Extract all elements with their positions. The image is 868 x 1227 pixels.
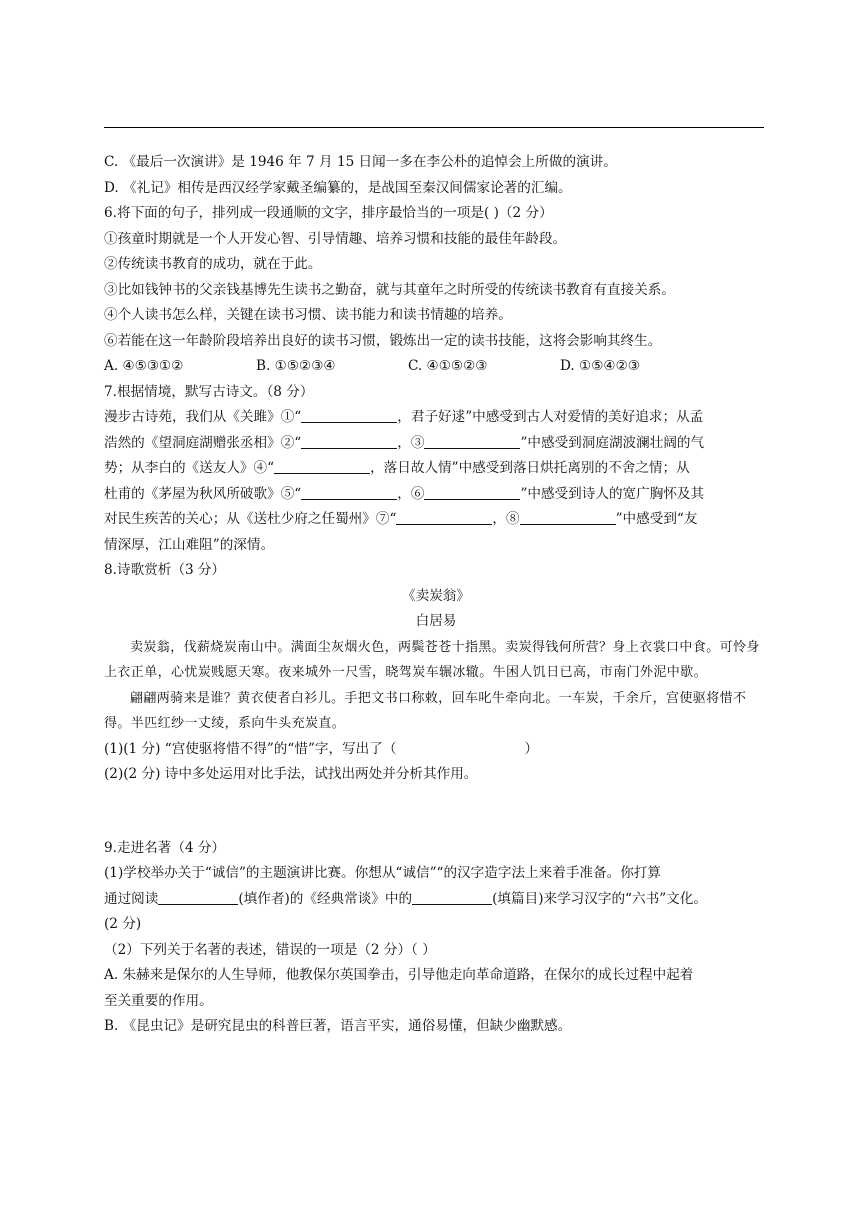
header-rule xyxy=(104,127,764,128)
chapter-blank[interactable] xyxy=(412,890,492,905)
q7-line-6: 情深厚，江山难阻”的深情。 xyxy=(104,536,275,553)
question-8-title: 8.诗歌赏析（3 分） xyxy=(104,562,226,578)
q7-line-2 xyxy=(104,431,768,457)
q9-line-4: （2）下列关于名著的表述，错误的一项是（2 分）（ ） xyxy=(104,941,436,958)
q7-text: ，落日故人情”中感受到落日烘托离别的不舍之情；从 xyxy=(370,460,690,476)
answer-blank-2[interactable] xyxy=(301,434,397,449)
answer-blank-3[interactable] xyxy=(424,434,520,449)
q7-text: 势；从李白的《送友人》④“ xyxy=(104,460,275,476)
q9-option-a-1: A. 朱赫来是保尔的人生导师，他教保尔英国拳击，引导他走向革命道路，在保尔的成长过程中起着 xyxy=(104,967,694,983)
q7-line-1 xyxy=(104,405,768,431)
poem-title: 《卖炭翁》 xyxy=(402,587,470,604)
q7-text: ”中感受到洞庭湖波澜壮阔的气 xyxy=(520,434,705,451)
option-c-line: C. 《最后一次演讲》是 1946 年 7 月 15 日闻一多在李公朴的追悼会上所做的演讲。 xyxy=(104,154,617,170)
q7-text: 浩然的《望洞庭湖赠张丞相》②“ xyxy=(104,434,302,451)
q7-text: ，③ xyxy=(397,434,425,451)
q8-text: ） xyxy=(524,740,539,757)
q9-option-a-2: 至关重要的作用。 xyxy=(104,992,213,1009)
sentence-5: ⑥若能在这一年龄阶段培养出良好的读书习惯，锻炼出一定的读书技能，这将会影响其终生。 xyxy=(104,332,662,349)
question-6-options xyxy=(104,354,768,380)
question-7-title: 7.根据情境，默写古诗文。（8 分） xyxy=(104,383,314,400)
option-d-line: D. 《礼记》相传是西汉经学家戴圣编纂的，是战国至秦汉间儒家论著的汇编。 xyxy=(104,179,572,196)
option-b: B. ①⑤②③④ xyxy=(256,358,336,374)
answer-space[interactable] xyxy=(104,788,768,836)
sentence-2: ②传统读书教育的成功，就在于此。 xyxy=(104,256,322,272)
q7-text: ”中感受到“友 xyxy=(615,511,698,527)
q7-text: ，⑧ xyxy=(492,511,520,527)
q7-text: ”中感受到诗人的宽广胸怀及其 xyxy=(520,485,705,502)
q9-line-3: (2 分) xyxy=(104,916,142,932)
exam-page xyxy=(104,150,768,1040)
q7-text: 漫步古诗苑，我们从《关雎》①“ xyxy=(104,409,302,425)
option-d: D. ①⑤④②③ xyxy=(560,358,640,374)
answer-blank-7[interactable] xyxy=(396,510,492,525)
q7-text: ，君子好逑”中感受到古人对爱情的美好追求；从孟 xyxy=(397,409,704,425)
poem-stanza-2: 翩翩两骑来是谁？黄衣使者白衫儿。手把文书口称敕，回车叱牛牵向北。一车炭，千余斤，宫使驱将惜不得。半匹红纱一丈绫，系向牛头充炭直。 xyxy=(104,690,747,731)
answer-blank-5[interactable] xyxy=(301,485,397,500)
q9-text: (填篇目)来学习汉字的“六书”文化。 xyxy=(492,890,707,907)
q9-text: 通过阅读 xyxy=(104,890,159,907)
poem-stanza-1: 卖炭翁，伐薪烧炭南山中。满面尘灰烟火色，两鬓苍苍十指黑。卖炭得钱何所营？身上衣裳口中食。可怜身上衣正单，心忧炭贱愿天寒。夜来城外一尺雪，晓驾炭车辗冰辙。牛困人饥日已高，市南门外泥中歇。 xyxy=(104,639,760,680)
q7-text: 杜甫的《茅屋为秋风所破歌》⑤“ xyxy=(104,485,302,502)
q7-line-5 xyxy=(104,507,768,533)
sentence-4: ④个人读书怎么样，关键在读书习惯、读书能力和读书情趣的培养。 xyxy=(104,307,512,323)
answer-blank-8[interactable] xyxy=(520,510,616,525)
question-9-title: 9.走进名著（4 分） xyxy=(104,839,226,856)
q7-line-4 xyxy=(104,482,768,508)
q9-option-b: B. 《昆虫记》是研究昆虫的科普巨著，语言平实，通俗易懂，但缺少幽默感。 xyxy=(104,1018,572,1034)
answer-blank-1[interactable] xyxy=(301,408,397,423)
sentence-1: ①孩童时期就是一个人开发心智、引导情趣、培养习惯和技能的最佳年龄段。 xyxy=(104,230,567,247)
q9-line-2 xyxy=(104,887,768,913)
answer-blank-4[interactable] xyxy=(274,459,370,474)
question-6-title: 6.将下面的句子，排列成一段通顺的文字，排序最恰当的一项是( )（2 分） xyxy=(104,205,553,221)
q8-text: (1)(1 分) “宫使驱将惜不得”的“惜”字，写出了（ xyxy=(104,740,397,757)
q7-text: 对民生疾苦的关心；从《送杜少府之任蜀州》⑦“ xyxy=(104,511,397,527)
option-c: C. ④①⑤②③ xyxy=(408,358,488,374)
answer-blank-6[interactable] xyxy=(424,485,520,500)
q8-subquestion-2: (2)(2 分) 诗中多处运用对比手法，试找出两处并分析其作用。 xyxy=(104,766,478,782)
q7-line-3 xyxy=(104,456,768,482)
author-blank[interactable] xyxy=(158,890,238,905)
q9-line-1: (1)学校举办关于“诚信”的主题演讲比赛。你想从“诚信”“的汉字造字法上来着手准备。你打算 xyxy=(104,865,661,881)
option-a: A. ④⑤③①② xyxy=(104,358,184,374)
poem-author: 白居易 xyxy=(415,613,457,629)
q7-text: ，⑥ xyxy=(397,485,425,502)
sentence-3: ③比如钱钟书的父亲钱基博先生读书之勤奋，就与其童年之时所受的传统读书教育有直接关系。 xyxy=(104,281,675,298)
q8-subquestion-1 xyxy=(104,737,768,763)
q9-text: (填作者)的《经典常谈》中的 xyxy=(238,890,413,907)
